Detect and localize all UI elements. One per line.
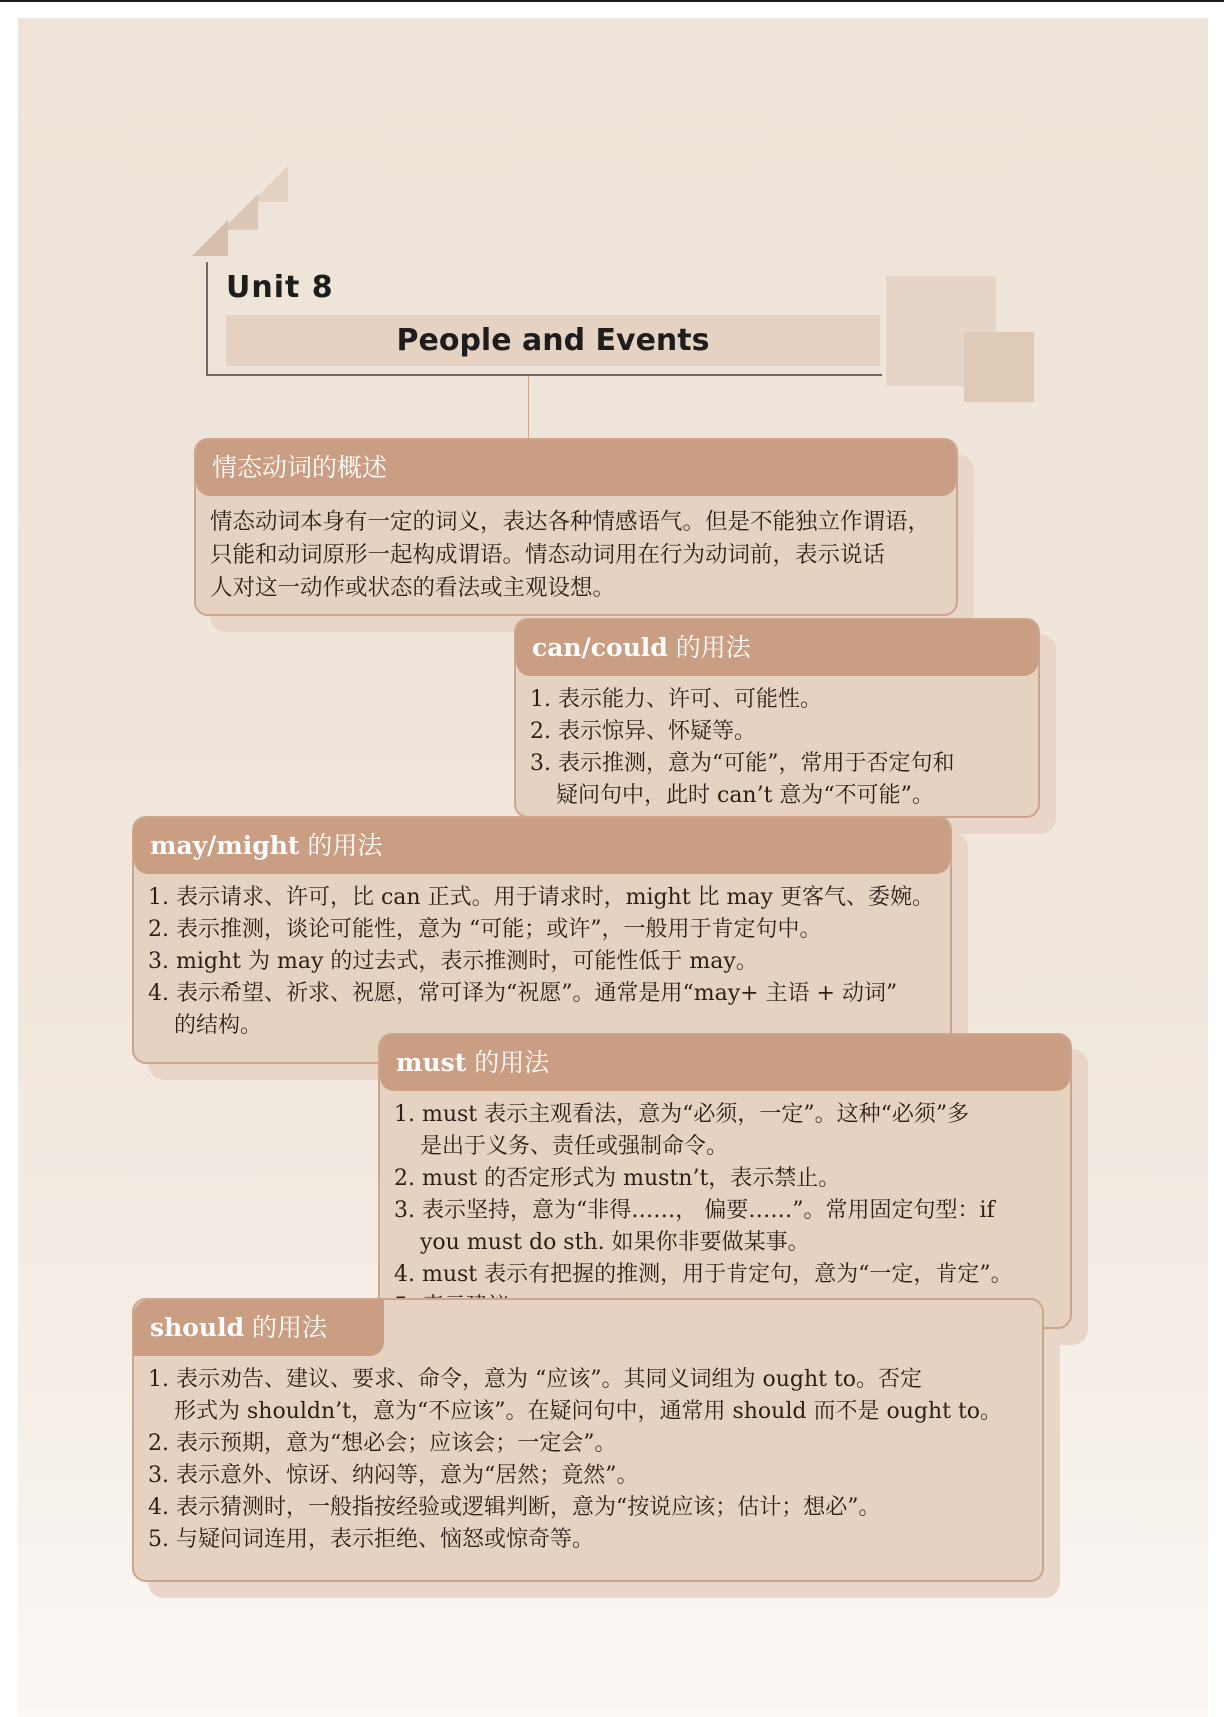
list-item: 1. 表示能力、许可、可能性。	[530, 687, 822, 712]
list-item: 4. 表示猜测时，一般指按经验或逻辑判断，意为“按说应该；估计；想必”。	[148, 1495, 881, 1520]
list-item: 4. 表示希望、祈求、祝愿，常可译为“祝愿”。通常是用“may+ 主语 + 动词”	[148, 981, 898, 1006]
list-item: 2. 表示预期，意为“想必会；应该会；一定会”。	[148, 1431, 617, 1456]
decorative-triangle	[192, 220, 228, 256]
list-item: 2. 表示惊异、怀疑等。	[530, 719, 756, 744]
can-could-body	[516, 676, 1038, 812]
list-item: 3. 表示坚持，意为“非得……， 偏要……”。常用固定句型：if	[394, 1198, 995, 1223]
must-heading	[380, 1035, 1070, 1091]
header-frame-horizontal	[206, 374, 882, 376]
header-frame-vertical	[206, 262, 208, 376]
unit-number: Unit 8	[226, 270, 334, 305]
list-item: 3. might 为 may 的过去式，表示推测时，可能性低于 may。	[148, 949, 758, 974]
list-item-continuation: you must do sth. 如果你非要做某事。	[420, 1230, 810, 1255]
may-might-panel	[132, 816, 952, 1064]
may-might-heading	[134, 818, 950, 874]
list-item: 2. 表示推测，谈论可能性，意为 “可能；或许”，一般用于肯定句中。	[148, 917, 822, 942]
overview-line: 人对这一动作或状态的看法或主观设想。	[210, 575, 616, 601]
list-item: 3. 表示意外、惊讶、纳闷等，意为“居然；竟然”。	[148, 1463, 639, 1488]
decorative-square	[964, 332, 1034, 402]
unit-title: People and Events	[226, 315, 880, 366]
list-item: 4. must 表示有把握的推测，用于肯定句，意为“一定，肯定”。	[394, 1262, 1013, 1287]
overview-line: 情态动词本身有一定的词义，表达各种情感语气。但是不能独立作谓语，	[210, 509, 931, 535]
list-item-continuation: 是出于义务、责任或强制命令。	[420, 1134, 729, 1159]
overview-panel	[194, 438, 958, 616]
heading-suffix: 的用法	[466, 1048, 550, 1077]
list-item: 5. 与疑问词连用，表示拒绝、恼怒或惊奇等。	[148, 1527, 594, 1552]
list-item: 1. 表示劝告、建议、要求、命令，意为 “应该”。其同义词组为 ought to。否定	[148, 1367, 923, 1392]
list-item: 1. 表示请求、许可，比 can 正式。用于请求时，might 比 may 更客气、委婉。	[148, 885, 934, 910]
can-could-heading	[516, 620, 1038, 676]
heading-keyword: can/could	[532, 633, 668, 662]
should-heading	[134, 1300, 384, 1356]
overview-body	[196, 496, 956, 605]
list-item-continuation: 形式为 shouldn’t，意为“不应该”。在疑问句中，通常用 should 而不是 ought to。	[174, 1399, 1003, 1424]
heading-suffix: 的用法	[299, 831, 383, 860]
list-item: 3. 表示推测，意为“可能”，常用于否定句和	[530, 751, 955, 776]
overview-heading-text: 情态动词的概述	[212, 453, 388, 482]
list-item: 1. must 表示主观看法，意为“必须，一定”。这种“必须”多	[394, 1102, 970, 1127]
may-might-body	[134, 874, 950, 1042]
connector-line	[528, 376, 529, 438]
heading-suffix: 的用法	[244, 1313, 328, 1342]
list-item-continuation: 的结构。	[174, 1013, 263, 1038]
overview-heading	[196, 440, 956, 496]
heading-keyword: may/might	[150, 831, 300, 860]
must-panel	[378, 1033, 1072, 1329]
can-could-panel	[514, 618, 1040, 818]
should-panel	[132, 1298, 1044, 1582]
should-body	[134, 1356, 1042, 1556]
list-item: 2. must 的否定形式为 mustn’t，表示禁止。	[394, 1166, 841, 1191]
must-body	[380, 1091, 1070, 1323]
heading-keyword: should	[150, 1313, 245, 1342]
list-item-continuation: 疑问句中，此时 can’t 意为“不可能”。	[556, 783, 934, 808]
overview-line: 只能和动词原形一起构成谓语。情态动词用在行为动词前，表示说话	[210, 542, 886, 568]
top-rule	[0, 0, 1224, 2]
heading-suffix: 的用法	[667, 633, 751, 662]
heading-keyword: must	[396, 1048, 467, 1077]
